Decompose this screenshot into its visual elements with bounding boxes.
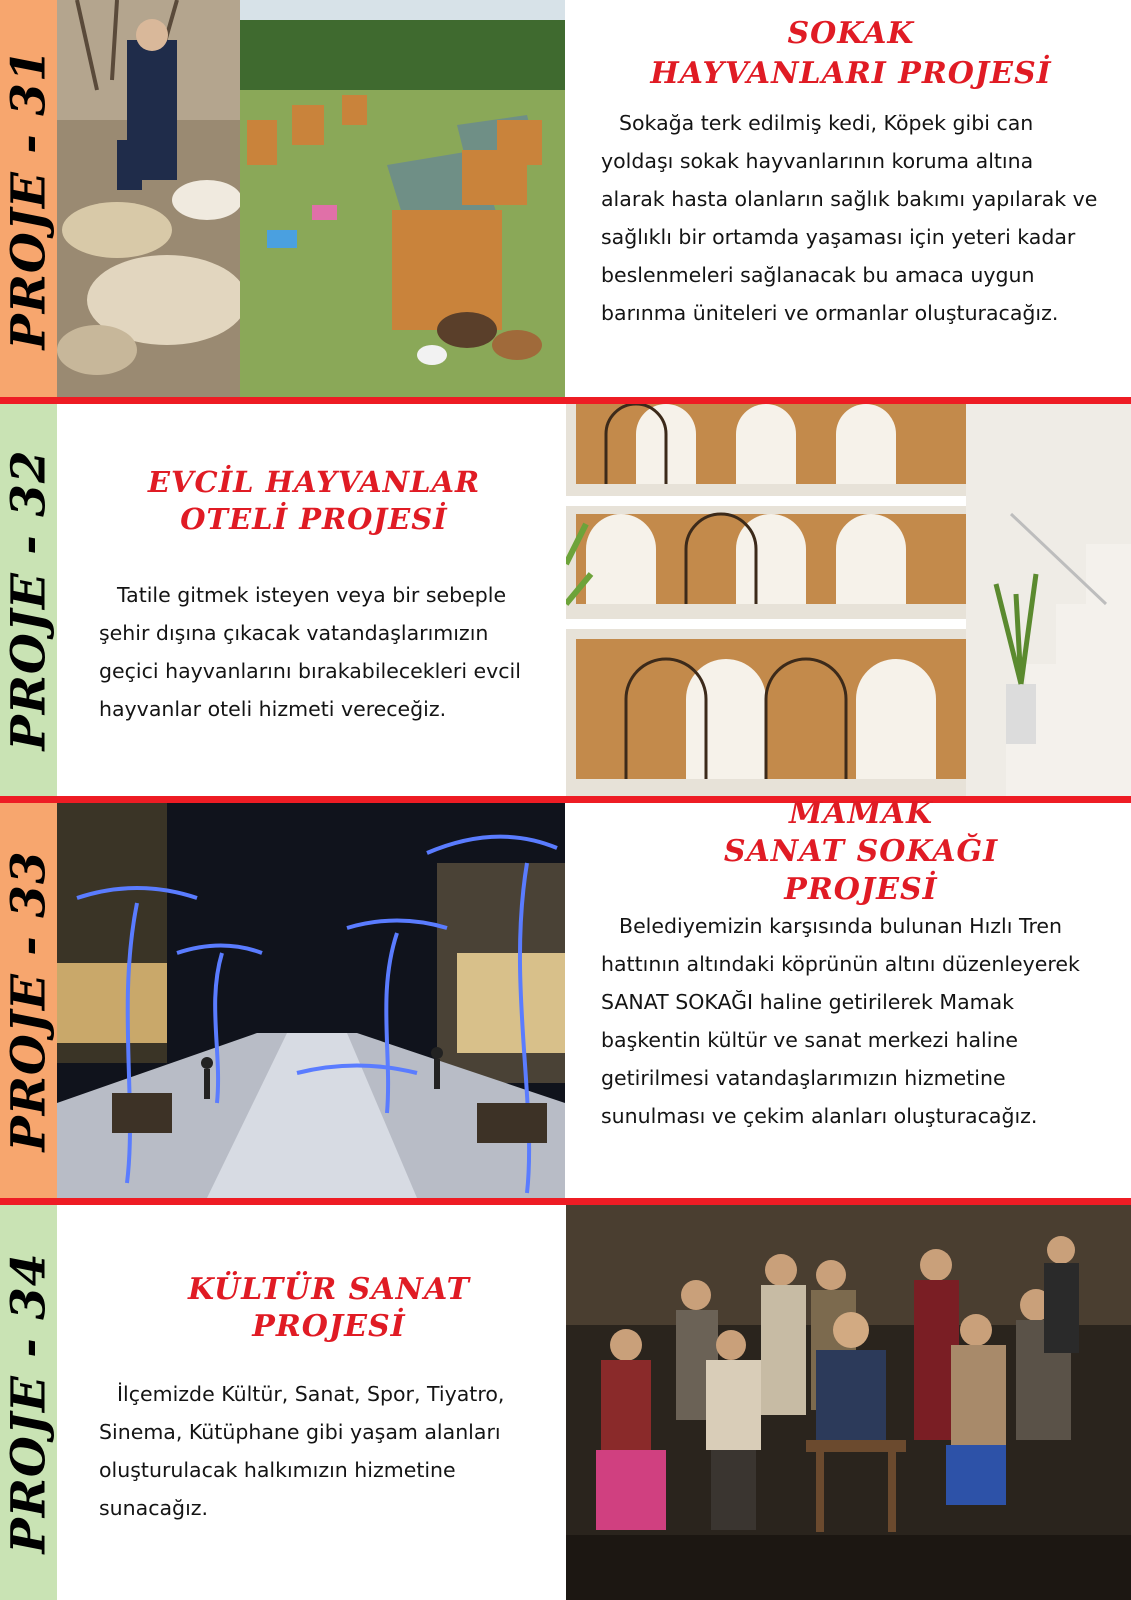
project-31-section bbox=[0, 0, 1131, 397]
project-33-title: MAMAK SANAT SOKAĞI PROJESİ bbox=[723, 796, 999, 907]
project-34-number-label: PROJE - 34 bbox=[1, 1251, 56, 1554]
project-32-side-band bbox=[0, 404, 57, 796]
project-34-side-band bbox=[0, 1205, 57, 1600]
project-32-description: Tatile gitmek isteyen veya bir sebeple şehir dışına çıkacak vatandaşlarımızın geçici hayvanlarını bırakabilecekleri evcil hayvanlar oteli hizmeti vereceğiz. bbox=[99, 583, 521, 721]
project-33-section bbox=[0, 796, 1131, 1198]
section-divider bbox=[0, 397, 1131, 404]
project-33-description: Belediyemizin karşısında bulunan Hızlı Tren hattının altındaki köprünün altını düzenleyerek SANAT SOKAĞI haline getirilerek Mamak başkentin kültür ve sanat merkezi haline getirilmesi vatandaşlarımızın hizmetine sunulması ve çekim alanları oluşturacağız. bbox=[601, 914, 1080, 1128]
project-34-title: KÜLTÜR SANAT PROJESİ bbox=[188, 1272, 470, 1344]
project-34-text bbox=[99, 1205, 529, 1527]
project-32-title: EVCİL HAYVANLAR OTELİ PROJESİ bbox=[147, 465, 481, 536]
project-33-side-band bbox=[0, 803, 57, 1198]
project-34-section bbox=[0, 1205, 1131, 1600]
project-33-number-label: PROJE - 33 bbox=[1, 849, 56, 1152]
project-33-photo bbox=[57, 803, 565, 1198]
project-32-section bbox=[0, 404, 1131, 796]
project-32-text bbox=[99, 404, 529, 728]
project-31-title: SOKAK HAYVANLARI PROJESİ bbox=[650, 16, 1052, 91]
project-31-number-label: PROJE - 31 bbox=[1, 47, 56, 350]
project-31-description: Sokağa terk edilmiş kedi, Köpek gibi can yoldaşı sokak hayvanlarının koruma altına alarak hasta olanların sağlık bakımı yapılarak ve sağlıklı bir ortamda yaşaması için yeteri kadar beslenmeleri sağlanacak bu amaca uygun barınma üniteleri ve ormanlar oluşturacağız. bbox=[601, 111, 1098, 325]
project-32-photo bbox=[566, 404, 1131, 796]
project-34-photo bbox=[566, 1205, 1131, 1600]
project-34-description: İlçemizde Kültür, Sanat, Spor, Tiyatro, Sinema, Kütüphane gibi yaşam alanları oluşturulacak halkımızın hizmetine sunacağız. bbox=[99, 1382, 505, 1520]
project-31-photo bbox=[57, 0, 565, 397]
section-divider bbox=[0, 1198, 1131, 1205]
project-31-side-band bbox=[0, 0, 57, 397]
project-32-number-label: PROJE - 32 bbox=[1, 449, 56, 751]
project-31-text bbox=[601, 0, 1101, 332]
project-33-text bbox=[601, 796, 1101, 1135]
